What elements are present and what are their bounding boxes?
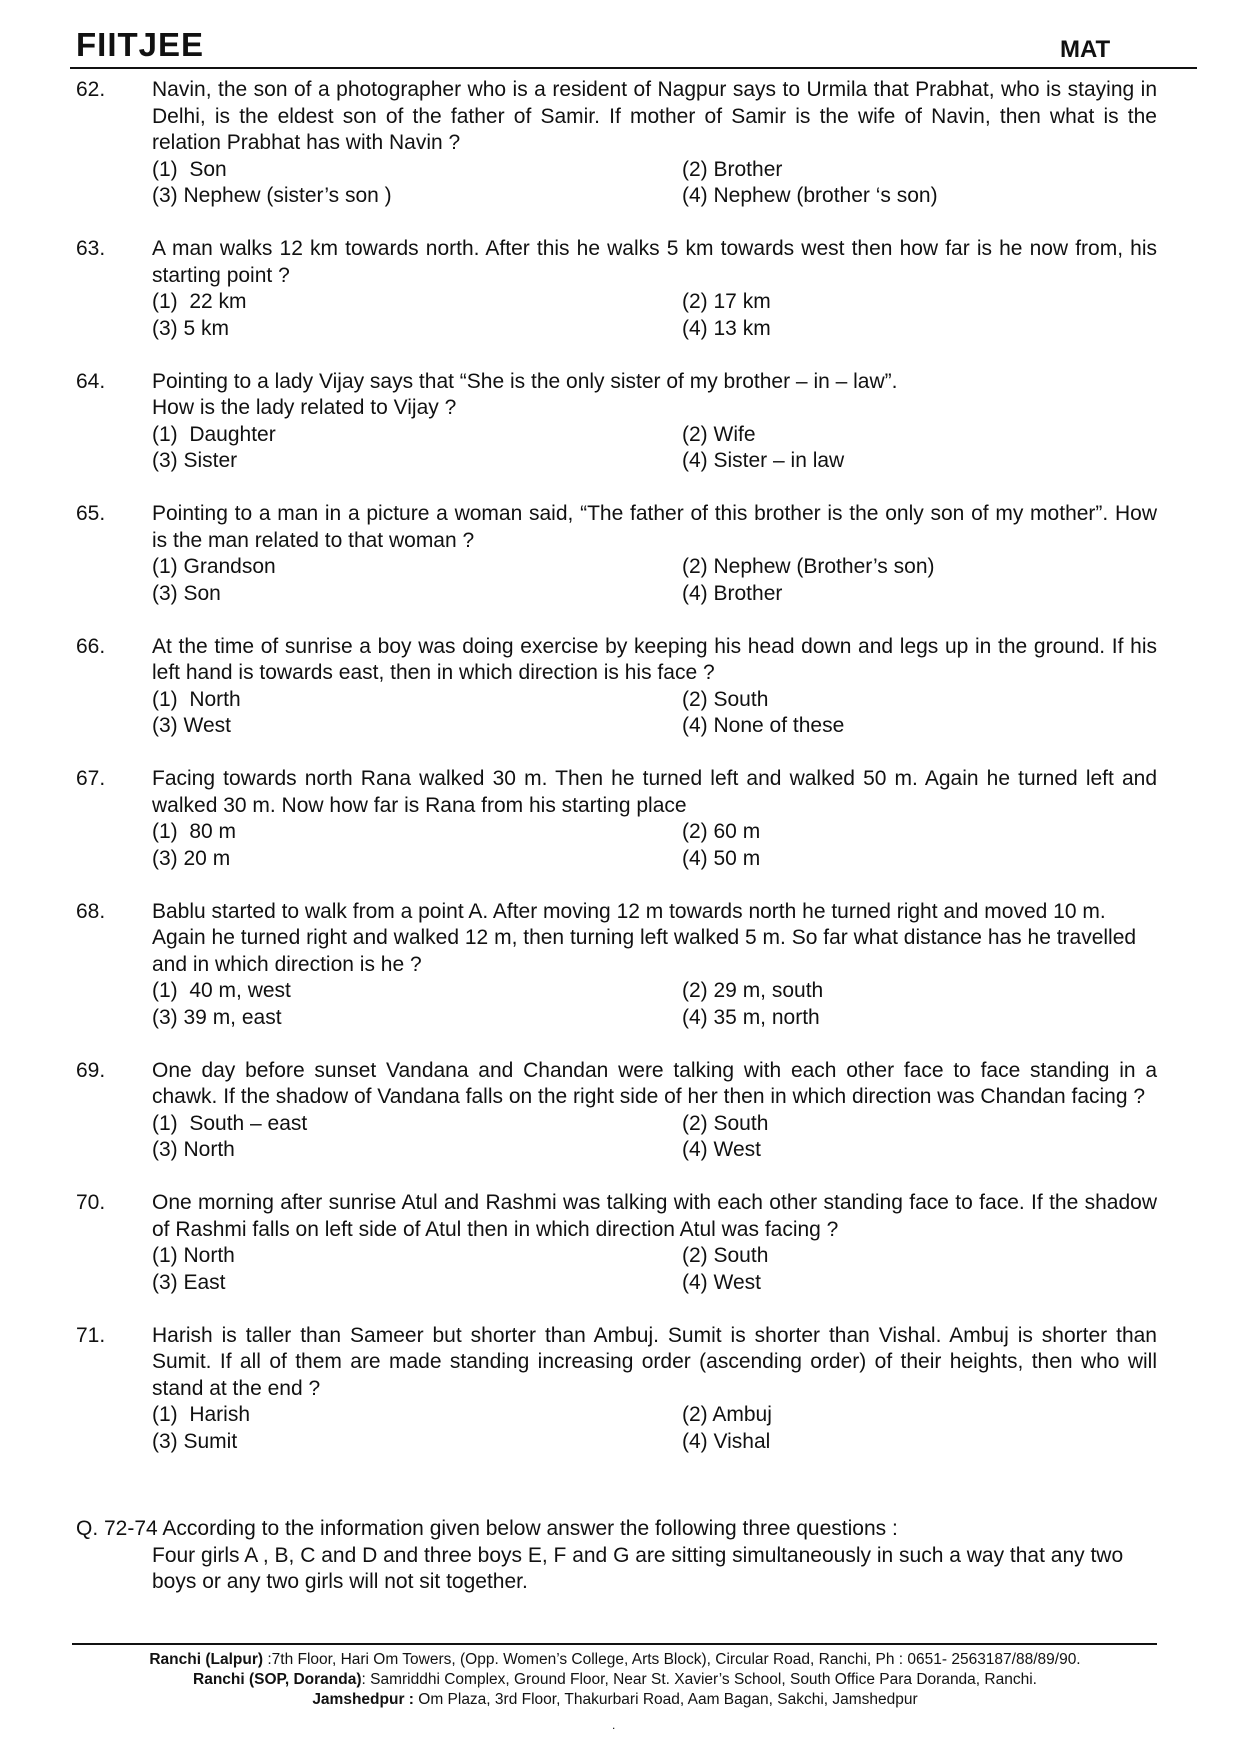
- question-text: One day before sunset Vandana and Chandan were talking with each other face to face standing in a chawk. If the shadow of Vandana falls on the right side of her then in which direction was Chandan facing ?: [152, 1058, 1157, 1108]
- question-number: 68.: [76, 899, 106, 923]
- question-68: [0, 899, 1241, 1032]
- option-1: (1) North: [152, 1244, 235, 1267]
- question-number: 69.: [76, 1058, 106, 1082]
- question-number: 63.: [76, 237, 106, 260]
- option-3: (3) Nephew (sister’s son ): [152, 184, 392, 207]
- option-3: (3) Son: [152, 581, 221, 605]
- option-1: (1) South – east: [152, 1111, 308, 1135]
- options: [152, 422, 1157, 475]
- option-3: (3) Sumit: [152, 1429, 238, 1453]
- passage-body: Four girls A , B, C and D and three boys E, F and G are sitting simultaneously in such a way that any two boys or any two girls will not sit together.: [152, 1543, 1124, 1593]
- question-number: 71.: [76, 1323, 106, 1347]
- question-text: At the time of sunrise a boy was doing exercise by keeping his head down and legs up in the ground. If his left hand is towards east, then in which direction is his face ?: [152, 634, 1157, 684]
- option-2: (2) 29 m, south: [682, 979, 824, 1002]
- footer-divider: [72, 1643, 1157, 1645]
- footer-addresses: [60, 1650, 1170, 1710]
- options: [152, 554, 1157, 607]
- option-4: (4) 50 m: [682, 846, 761, 870]
- option-1: (1) Grandson: [152, 555, 276, 578]
- option-3: (3) 20 m: [152, 846, 231, 870]
- footer-label: Ranchi (Lalpur): [149, 1651, 264, 1668]
- question-text: Harish is taller than Sameer but shorter than Ambuj. Sumit is shorter than Vishal. Ambuj is shorter than Sumit. If all of them are made standing increasing order (ascending order) of their heights, then who will stand at the end ?: [152, 1323, 1157, 1400]
- option-2: (2) South: [682, 687, 769, 711]
- question-number: 62.: [76, 78, 106, 101]
- option-2: (2) Brother: [682, 157, 783, 181]
- question-text: Pointing to a lady Vijay says that “She is the only sister of my brother – in – law”. How is the lady related to Vijay ?: [152, 369, 898, 419]
- option-1: (1) North: [152, 687, 241, 711]
- option-2: (2) South: [682, 1111, 769, 1135]
- option-4: (4) West: [682, 1138, 761, 1161]
- option-4: (4) Sister – in law: [682, 449, 845, 472]
- option-1: (1) Harish: [152, 1403, 251, 1426]
- question-number: 70.: [76, 1191, 106, 1214]
- option-1: (1) 80 m: [152, 820, 237, 843]
- option-2: (2) 17 km: [682, 290, 771, 313]
- options: [152, 1111, 1157, 1164]
- question-69: [0, 1058, 1241, 1164]
- question-65: [0, 501, 1241, 607]
- passage-intro: Q. 72-74 According to the information given below answer the following three questions :: [76, 1517, 898, 1540]
- trailing-mark: .: [612, 1718, 616, 1732]
- option-4: (4) None of these: [682, 714, 845, 737]
- footer-line-1: [60, 1650, 1170, 1670]
- option-1: (1) Daughter: [152, 422, 276, 446]
- question-list: [0, 77, 1241, 1482]
- question-63: [0, 236, 1241, 342]
- question-number: 66.: [76, 634, 106, 658]
- option-4: (4) 13 km: [682, 316, 771, 340]
- question-66: [0, 634, 1241, 740]
- options: [152, 687, 1157, 740]
- option-4: (4) Vishal: [682, 1429, 771, 1453]
- question-62: [0, 77, 1241, 210]
- option-2: (2) Nephew (Brother’s son): [682, 555, 935, 578]
- option-2: (2) South: [682, 1244, 769, 1267]
- option-3: (3) East: [152, 1270, 226, 1294]
- option-1: (1) 40 m, west: [152, 979, 291, 1002]
- options: [152, 157, 1157, 210]
- passage-72-74: [76, 1516, 1156, 1596]
- question-71: [0, 1323, 1241, 1456]
- option-4: (4) Brother: [682, 581, 783, 605]
- question-text: Pointing to a man in a picture a woman said, “The father of this brother is the only son of my mother”. How is the man related to that woman ?: [152, 502, 1157, 552]
- options: [152, 1402, 1157, 1455]
- footer-label: Jamshedpur :: [312, 1691, 414, 1708]
- option-2: (2) 60 m: [682, 820, 761, 843]
- question-text: Navin, the son of a photographer who is a resident of Nagpur says to Urmila that Prabhat, who is staying in Delhi, is the eldest son of the father of Samir. If mother of Samir is the wife of Navin, then what is the relation Prabhat has with Navin ?: [152, 78, 1157, 154]
- option-4: (4) 35 m, north: [682, 1005, 820, 1029]
- question-text: A man walks 12 km towards north. After this he walks 5 km towards west then how far is he now from, his starting point ?: [152, 237, 1157, 287]
- subject-label: MAT: [1060, 36, 1111, 63]
- options: [152, 289, 1157, 342]
- question-text: One morning after sunrise Atul and Rashmi was talking with each other standing face to face. If the shadow of Rashmi falls on left side of Atul then in which direction Atul was facing ?: [152, 1191, 1157, 1241]
- footer-address: Om Plaza, 3rd Floor, Thakurbari Road, Aam Bagan, Sakchi, Jamshedpur: [413, 1691, 918, 1708]
- option-2: (2) Ambuj: [682, 1403, 772, 1426]
- footer-line-2: [60, 1670, 1170, 1690]
- question-number: 65.: [76, 502, 106, 525]
- option-3: (3) 5 km: [152, 316, 230, 340]
- option-1: (1) 22 km: [152, 290, 247, 313]
- options: [152, 819, 1157, 872]
- option-3: (3) Sister: [152, 449, 238, 472]
- question-text: Bablu started to walk from a point A. After moving 12 m towards north he turned right and moved 10 m. Again he turned right and walked 12 m, then turning left walked 5 m. So far what distance has he travelled and in which direction is he ?: [152, 899, 1137, 976]
- option-4: (4) Nephew (brother ‘s son): [682, 184, 938, 207]
- option-4: (4) West: [682, 1270, 761, 1294]
- option-3: (3) North: [152, 1138, 235, 1161]
- options: [152, 978, 1157, 1031]
- question-64: [0, 369, 1241, 475]
- question-67: [0, 766, 1241, 872]
- question-70: [0, 1190, 1241, 1296]
- question-text: Facing towards north Rana walked 30 m. Then he turned left and walked 50 m. Again he turned left and walked 30 m. Now how far is Rana from his starting place: [152, 767, 1157, 817]
- footer-address: :7th Floor, Hari Om Towers, (Opp. Women’s College, Arts Block), Circular Road, Ranchi, Ph : 0651- 2563187/88/89/90.: [263, 1651, 1081, 1668]
- option-3: (3) 39 m, east: [152, 1005, 282, 1029]
- question-number: 67.: [76, 767, 106, 790]
- option-2: (2) Wife: [682, 422, 756, 446]
- header-divider: [70, 67, 1197, 69]
- question-number: 64.: [76, 369, 106, 393]
- footer-label: Ranchi (SOP, Doranda): [193, 1671, 362, 1688]
- option-1: (1) Son: [152, 157, 227, 181]
- footer-line-3: [60, 1690, 1170, 1710]
- footer-address: : Samriddhi Complex, Ground Floor, Near St. Xavier’s School, South Office Para Doranda, Ranchi.: [361, 1671, 1037, 1688]
- option-3: (3) West: [152, 714, 231, 737]
- options: [152, 1243, 1157, 1296]
- brand-title: FIITJEE: [76, 26, 205, 63]
